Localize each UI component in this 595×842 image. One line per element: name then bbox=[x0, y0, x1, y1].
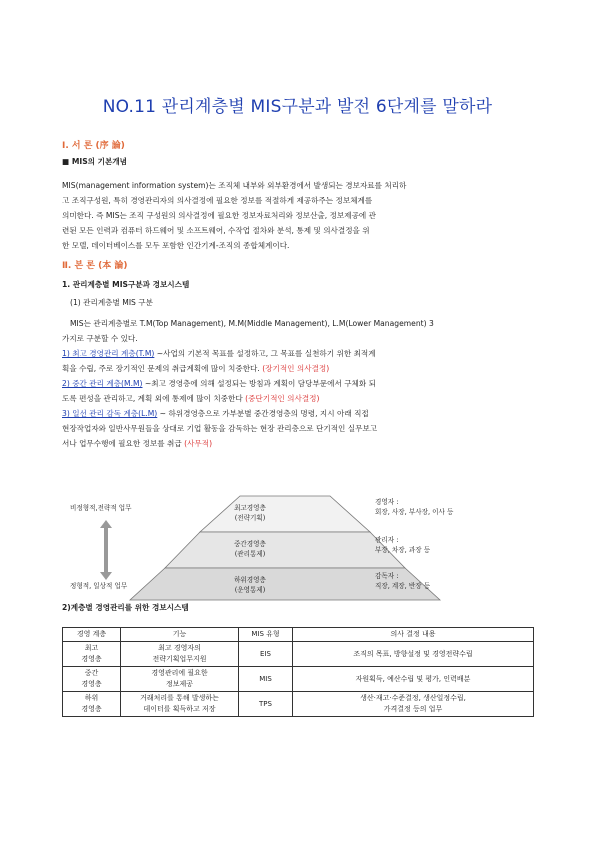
cell-line: 조직의 목표, 방향설정 및 경영전략수립 bbox=[353, 649, 473, 658]
role-middle bbox=[375, 535, 430, 555]
pyramid-middle-label bbox=[220, 539, 280, 559]
item-3-text3: 서나 업무수행에 필요한 정보를 취급 bbox=[62, 439, 182, 448]
item-3-cont: 현장작업자와 일반사무원들을 상대로 기업 활동을 감독하는 현장 관리층으로 단기적인 실무보고 bbox=[62, 424, 378, 433]
role-top bbox=[375, 497, 453, 517]
cell-line: 가격결정 등의 업무 bbox=[383, 705, 443, 713]
cell-line: 경영관리에 필요한 bbox=[151, 669, 208, 677]
cell-line: 중간 bbox=[84, 669, 99, 677]
cell-line: 정보제공 bbox=[165, 680, 194, 688]
item-1-text: ~사업의 기본적 목표를 설정하고, 그 목표를 실천하기 위한 최적계 bbox=[154, 349, 376, 358]
level-sub: (관리통제) bbox=[234, 550, 266, 558]
pyramid-level-middle bbox=[165, 532, 405, 568]
cell-line: 최고 경영자의 bbox=[158, 644, 201, 652]
item-1-head: 1) 최고 경영관리 계층(T.M) bbox=[62, 349, 155, 358]
level-name: 중간경영층 bbox=[234, 540, 266, 548]
cell-line: 전략기획업무지원 bbox=[152, 655, 207, 663]
table-cell: EIS bbox=[239, 642, 293, 667]
item-3-text: ~ 하위경영층으로 가부분별 중간경영층의 명령, 지시 아래 직접 bbox=[157, 409, 369, 418]
level-sub: (운영통제) bbox=[234, 586, 266, 594]
cell-line: 경영층 bbox=[81, 680, 102, 688]
intro-line: 한 모델, 데이터베이스를 모두 포함한 인간기계-조직의 종합체계이다. bbox=[62, 241, 290, 250]
cell-line: 자원획득, 예산수립 및 평가, 인력배분 bbox=[355, 674, 471, 683]
role-list: 회장, 사장, 부사장, 이사 등 bbox=[375, 508, 454, 516]
section-1-1-heading: (1) 관리계층별 MIS 구분 bbox=[70, 298, 153, 307]
table-cell bbox=[293, 667, 534, 692]
table-cell bbox=[121, 692, 239, 717]
section-2-heading: 2)계층별 경영관리를 위한 경보시스템 bbox=[62, 603, 189, 612]
role-head: 경영자 : bbox=[375, 498, 399, 506]
label-routine: 정형적, 일상적 업무 bbox=[70, 582, 128, 590]
level-sub: (전략기획) bbox=[234, 514, 266, 522]
intro-heading: Ⅰ. 서 론 (序 論) bbox=[62, 141, 125, 151]
table-cell bbox=[63, 692, 121, 717]
pyramid-bottom-label bbox=[220, 575, 280, 595]
concept-heading: ■ MIS의 기본개념 bbox=[62, 157, 127, 166]
item-1-cont bbox=[62, 361, 534, 376]
item-1 bbox=[62, 346, 534, 361]
level-name: 최고경영층 bbox=[234, 504, 266, 512]
item-2-tag: (중단기적인 의사결정) bbox=[245, 394, 320, 403]
role-bottom bbox=[375, 571, 430, 591]
item-2 bbox=[62, 376, 534, 391]
table-cell bbox=[293, 692, 534, 717]
table-header: 기능 bbox=[121, 628, 239, 642]
item-2-text: ~최고 경영층에 의해 설정되는 방침과 계획이 담당부문에서 구체화 되 bbox=[142, 379, 376, 388]
intro-line: MIS(management information system)는 조직체 내부와 외부환경에서 발생되는 경보자료를 처리하 bbox=[62, 181, 407, 190]
label-strategic: 비정형적,전략적 업무 bbox=[70, 504, 132, 512]
table-header: MIS 유형 bbox=[239, 628, 293, 642]
role-head: 감독자 : bbox=[375, 572, 399, 580]
item-1-text2: 획을 수립, 주로 장기적인 문제의 취급계획에 많이 치중한다. bbox=[62, 364, 260, 373]
mis-table bbox=[62, 627, 534, 717]
arrow-up-icon bbox=[100, 520, 112, 528]
intro-line: 련된 모든 인력과 컴퓨터 하드웨어 및 소프트웨어, 수작업 절차와 분석, 통제 및 의사결정을 위 bbox=[62, 226, 370, 235]
cell-line: 거래처리를 통해 발생하는 bbox=[140, 694, 219, 702]
role-list: 부장, 차장, 과장 등 bbox=[375, 546, 431, 554]
cell-line: 경영층 bbox=[81, 705, 102, 713]
item-1-tag: (장기적인 의사결정) bbox=[262, 364, 330, 373]
section-1-heading: 1. 관리계층별 MIS구분과 경보시스템 bbox=[62, 280, 190, 289]
cell-line: 경영층 bbox=[81, 655, 102, 663]
item-3-cont2 bbox=[62, 436, 534, 451]
management-pyramid bbox=[60, 482, 540, 602]
intro-line: 고 조직구성원, 특히 경영관리자의 의사결정에 필요한 정보를 적절하게 제공하주는 정보체계를 bbox=[62, 196, 373, 205]
pyramid-top-label bbox=[225, 503, 275, 523]
item-2-text2: 도록 편성을 관리하고, 계획 외에 통제에 많이 치중한다 bbox=[62, 394, 243, 403]
cell-line: 최고 bbox=[84, 644, 99, 652]
table-row bbox=[63, 642, 534, 667]
cell-line: 생산·재고·수준결정, 생산일정수립, bbox=[360, 694, 466, 702]
page-title: NO.11 관리계층별 MIS구분과 발전 6단계를 말하라 bbox=[102, 97, 493, 117]
body-line: 가지로 구분할 수 있다. bbox=[62, 334, 138, 343]
table-cell bbox=[293, 642, 534, 667]
table-cell bbox=[121, 642, 239, 667]
cell-line: 데이터를 획득하고 저장 bbox=[143, 705, 216, 713]
cell-line: 하위 bbox=[84, 694, 99, 702]
level-name: 하위경영층 bbox=[234, 576, 266, 584]
table-header: 의사 결정 내용 bbox=[293, 628, 534, 642]
item-2-cont bbox=[62, 391, 534, 406]
table-cell bbox=[63, 642, 121, 667]
item-3-head: 3) 일선 관리 감독 계층(L.M) bbox=[62, 409, 158, 418]
arrow-down-icon bbox=[100, 572, 112, 580]
table-row bbox=[63, 667, 534, 692]
table-header: 경영 계층 bbox=[63, 628, 121, 642]
body-paragraph bbox=[62, 316, 534, 451]
table-cell bbox=[63, 667, 121, 692]
table-cell: MIS bbox=[239, 667, 293, 692]
role-list: 직장, 계장, 반장 등 bbox=[375, 582, 431, 590]
role-head: 관리자 : bbox=[375, 536, 399, 544]
table-cell bbox=[121, 667, 239, 692]
item-3 bbox=[62, 406, 534, 421]
intro-line: 의미한다. 즉 MIS는 조직 구성원의 의사결정에 필요한 정보자료처리와 정보산출, 정보제공에 관 bbox=[62, 211, 376, 220]
table-header-row bbox=[63, 628, 534, 642]
table-row bbox=[63, 692, 534, 717]
item-2-head: 2) 중간 관리 계층(M.M) bbox=[62, 379, 143, 388]
item-3-tag: (사무적) bbox=[184, 439, 213, 448]
body-line: MIS는 관리계층별로 T.M(Top Management), M.M(Middle Management), L.M(Lower Management) 3 bbox=[70, 319, 434, 328]
body-heading: Ⅱ. 본 론 (本 論) bbox=[62, 261, 128, 271]
intro-paragraph bbox=[62, 178, 534, 253]
table-cell: TPS bbox=[239, 692, 293, 717]
